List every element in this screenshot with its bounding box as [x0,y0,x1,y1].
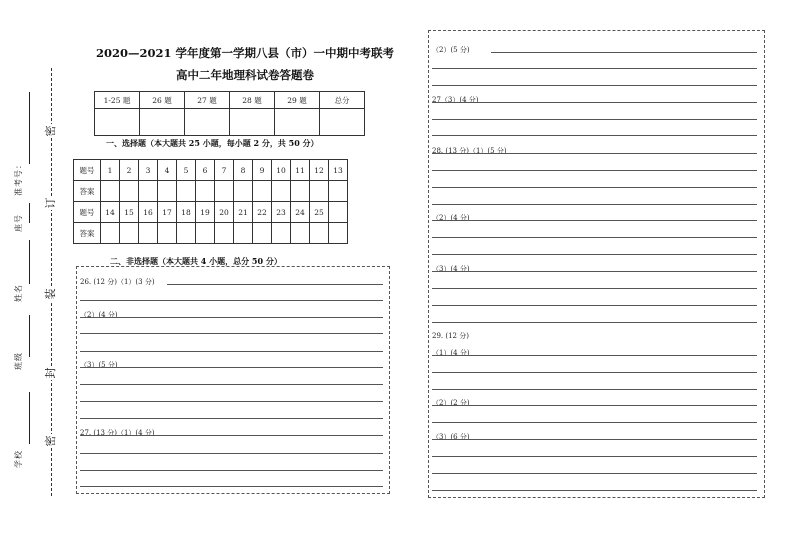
answer-line[interactable] [432,254,757,255]
question-number-cell: 24 [291,202,310,223]
question-number-cell: 21 [234,202,253,223]
answer-cell[interactable] [329,181,348,202]
answer-line[interactable] [432,271,757,272]
answer-line[interactable] [432,305,757,306]
answer-line[interactable] [432,102,757,103]
q29-part3-label: （3）(6 分) [432,433,470,441]
answer-cell[interactable] [234,223,253,244]
score-header-26: 26 题 [140,92,185,109]
seat-number-label: 座号 [14,214,23,232]
binding-char-mi: 密 [44,125,57,137]
q28-part3-label: （3）(4 分) [432,265,470,273]
exam-number-line [29,92,30,164]
score-header-1-25: 1-25 题 [95,92,140,109]
question-number-cell: 2 [120,160,139,181]
answer-cell[interactable] [253,223,272,244]
answer-cell[interactable] [272,181,291,202]
binding-char-ding: 订 [44,197,57,209]
answer-line[interactable] [432,68,757,69]
question-number-cell: 5 [177,160,196,181]
q26-part3-label: （3）(5 分) [80,361,118,369]
answer-line[interactable] [432,85,757,86]
answer-cell[interactable] [139,181,158,202]
answer-line[interactable] [80,300,383,301]
answer-line[interactable] [432,237,757,238]
answer-cell[interactable] [120,181,139,202]
exam-title: 2020—2021 学年度第一学期八县（市）一中期中考联考 [95,46,394,60]
answer-line[interactable] [80,351,383,352]
name-label: 姓名 [14,284,23,302]
answer-line[interactable] [432,119,757,120]
answer-line[interactable] [432,389,757,390]
answer-line[interactable] [80,401,383,402]
section1-title: 一、选择题（本大题共 25 小题，每小题 2 分，共 50 分） [106,138,319,148]
score-cell[interactable] [95,109,140,136]
question-number-cell: 15 [120,202,139,223]
question-number-cell [329,202,348,223]
answer-line[interactable] [80,384,383,385]
question-number-cell: 11 [291,160,310,181]
question-number-cell: 17 [158,202,177,223]
answer-line[interactable] [80,453,383,454]
question-number-cell: 19 [196,202,215,223]
question-number-cell: 25 [310,202,329,223]
answer-cell[interactable] [101,181,120,202]
row-label-number: 题号 [74,160,101,181]
question-number-cell: 3 [139,160,158,181]
answer-line[interactable] [432,355,757,356]
right-answer-box [428,30,765,498]
q29-part1-label: （1）(4 分) [432,349,470,357]
answer-line[interactable] [80,435,383,436]
score-cell[interactable] [320,109,365,136]
answer-line[interactable] [432,439,757,440]
question-number-cell: 20 [215,202,234,223]
answer-line[interactable] [80,470,383,471]
answer-cell[interactable] [177,181,196,202]
q29-part2-label: （2）(2 分) [432,399,470,407]
answer-cell[interactable] [310,223,329,244]
question-number-cell: 23 [272,202,291,223]
question-number-cell: 9 [253,160,272,181]
answer-cell[interactable] [215,223,234,244]
answer-line[interactable] [432,187,757,188]
answer-cell[interactable] [234,181,253,202]
answer-line[interactable] [80,486,383,487]
question-number-cell: 13 [329,160,348,181]
q29-label: 29. (12 分) [432,332,469,340]
q27-part2-label: （2）(5 分) [432,46,470,54]
answer-cell[interactable] [158,181,177,202]
question-number-cell: 8 [234,160,253,181]
q27-part1-label: 27. (13 分)（1）(4 分) [80,429,155,437]
row-label-answer: 答案 [74,223,101,244]
answer-cell[interactable] [196,181,215,202]
row-label-answer: 答案 [74,181,101,202]
left-answer-box [76,266,390,494]
question-number-cell: 6 [196,160,215,181]
school-label: 学校 [14,450,23,468]
question-number-cell: 12 [310,160,329,181]
answer-cell[interactable] [291,223,310,244]
answer-cell[interactable] [329,223,348,244]
answer-line[interactable] [432,473,757,474]
score-cell[interactable] [230,109,275,136]
question-number-cell: 1 [101,160,120,181]
answer-line[interactable] [80,317,383,318]
name-line [29,240,30,284]
answer-cell[interactable] [272,223,291,244]
section2-title: 二、非选择题（本大题共 4 小题，总分 50 分） [110,256,282,266]
question-number-cell: 4 [158,160,177,181]
q27-part3-label: 27（3）(4 分) [432,96,479,104]
row-label-number: 题号 [74,202,101,223]
answer-cell[interactable] [310,181,329,202]
binding-char-feng: 封 [44,367,57,379]
exam-subtitle: 高中二年地理科试卷答题卷 [176,68,314,82]
answer-cell[interactable] [158,223,177,244]
class-line [29,315,30,357]
answer-line[interactable] [432,220,757,221]
question-number-cell: 10 [272,160,291,181]
score-header-28: 28 题 [230,92,275,109]
answer-line[interactable] [432,422,757,423]
score-table [94,91,365,136]
class-label: 班级 [14,352,23,370]
exam-number-label: 准考号： [14,160,23,196]
binding-char-zhuang: 装 [44,288,57,300]
question-number-cell: 16 [139,202,158,223]
answer-line[interactable] [432,322,757,323]
school-line [29,392,30,444]
mcq-answer-table [73,159,348,244]
answer-line[interactable] [432,170,757,171]
q28-part1-label: 28. (13 分)（1）(5 分) [432,147,507,155]
answer-line[interactable] [80,418,383,419]
q26-part1-label: 26. (12 分)（1）(3 分) [80,278,155,286]
question-number-cell: 18 [177,202,196,223]
answer-line[interactable] [80,367,383,368]
answer-cell[interactable] [101,223,120,244]
answer-cell[interactable] [120,223,139,244]
question-number-cell: 7 [215,160,234,181]
answer-cell[interactable] [177,223,196,244]
score-cell[interactable] [185,109,230,136]
answer-line[interactable] [432,204,757,205]
answer-line[interactable] [491,52,757,53]
score-header-27: 27 题 [185,92,230,109]
seat-number-line [29,203,30,223]
answer-line[interactable] [432,490,757,491]
binding-char-mi-2: 密 [44,435,57,447]
score-header-total: 总分 [320,92,365,109]
answer-cell[interactable] [196,223,215,244]
question-number-cell: 14 [101,202,120,223]
answer-cell[interactable] [139,223,158,244]
answer-line[interactable] [432,372,757,373]
answer-cell[interactable] [253,181,272,202]
q28-part2-label: （2）(4 分) [432,214,470,222]
score-cell[interactable] [275,109,320,136]
answer-line[interactable] [432,456,757,457]
score-header-29: 29 题 [275,92,320,109]
answer-line[interactable] [80,333,383,334]
answer-line[interactable] [432,153,757,154]
q26-part2-label: （2）(4 分) [80,311,118,319]
answer-line[interactable] [167,284,383,285]
question-number-cell: 22 [253,202,272,223]
answer-line[interactable] [432,288,757,289]
answer-cell[interactable] [291,181,310,202]
score-cell[interactable] [140,109,185,136]
answer-line[interactable] [432,405,757,406]
answer-line[interactable] [432,135,757,136]
answer-cell[interactable] [215,181,234,202]
